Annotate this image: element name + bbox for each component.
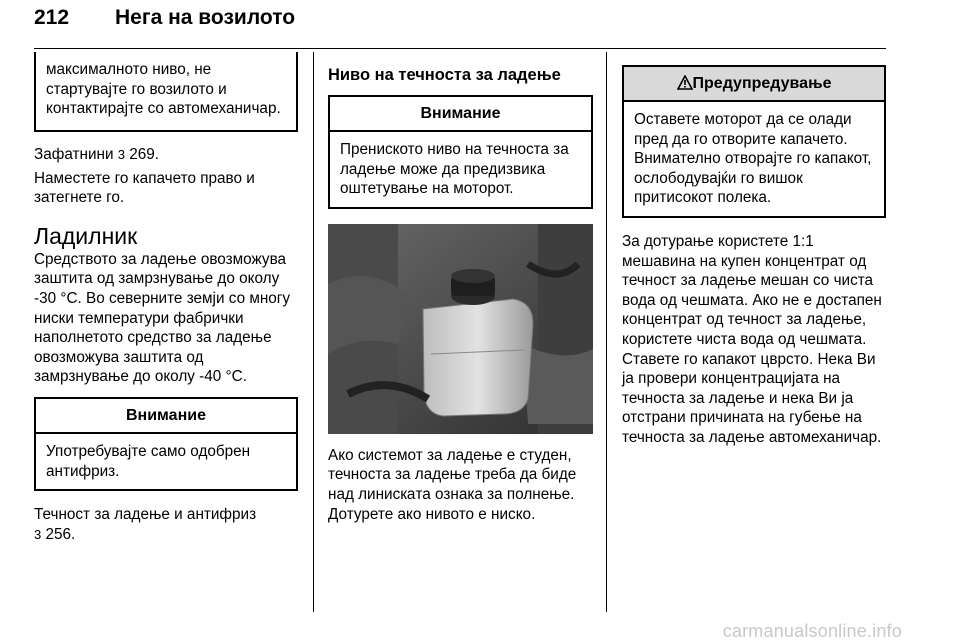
page-header-title: Нега на возилото [115,6,296,29]
cold-system-paragraph: Ако системот за ладење е студен, течноста за ладење треба да биде над линискaта ознака за полнење. Дотурете ако нивото е ниско. [328,446,577,523]
warning-box [622,65,886,218]
warning-triangle-icon [677,75,693,90]
continued-warning-text: максималното ниво, не стартувајте го возилото и контактирајте со автомеханичар. [46,61,281,118]
column-1 [34,52,298,544]
column-3 [622,52,886,448]
notice-text: Употребувајте само одобрен антифриз. [46,442,251,480]
notice-text: Прениското ниво на течноста за ладење може да предизвика оштетување на моторот. [340,141,569,198]
page-number: 212 [34,6,70,29]
coolant-heading: Ладилник [34,222,138,249]
cap-instruction: Наместете го капачето право и затегнете го. [34,169,255,207]
column-divider [313,52,314,612]
reference-arrow-icon: 3 [117,147,125,162]
warning-text: Оставете моторот да се олади пред да го отворите капачето. Внимателно отворајте го капакот, ослободувајќи го вишок притисокот полека. [634,111,872,207]
reference-arrow-icon: 3 [34,526,42,542]
notice-title: Внимание [330,97,591,132]
warning-header [624,67,884,102]
fluid-reference: Течност за ладење и антифриз 3 256. [34,506,257,543]
column-2 [328,52,593,524]
continued-warning-box [34,52,298,132]
coolant-level-heading: Ниво на течноста за ладење [328,66,561,84]
capacities-reference: Зафатнини 3 269. [34,146,160,163]
watermark: carmanualsonline.info [722,621,902,641]
coolant-paragraph: Средството за ладење овозможува заштита од замрзнување до околу -30 °C. Во северните земји со многу ниски температури фабрички наполнетото средство за ладење овозможува заштита од замрзнување до околу -40 °C. [34,250,291,386]
reference-link[interactable]: 269. [129,146,160,163]
coolant-tank-photo [328,224,593,434]
notice-box [34,397,298,491]
notice-box [328,95,593,209]
notice-title: Внимание [36,399,296,434]
topup-paragraph: За дотурање користете 1:1 мешавина на купен концентрат од течност за ладење мешан со чиста вода од чешмата. Ако не е достапен концентрат од течност за ладење, користете чиста вода од чешмата. Ставете го капакот цврсто. Нека Ви ја провери концентрацијата на течноста за ладење и нека Ви ја отстрани причината на губење на течноста за ладење автомеханичар. [622,232,882,446]
warning-title: Предупредување [692,75,832,92]
header-rule [34,48,886,49]
reference-link[interactable]: 256. [45,525,76,543]
column-divider [606,52,607,612]
